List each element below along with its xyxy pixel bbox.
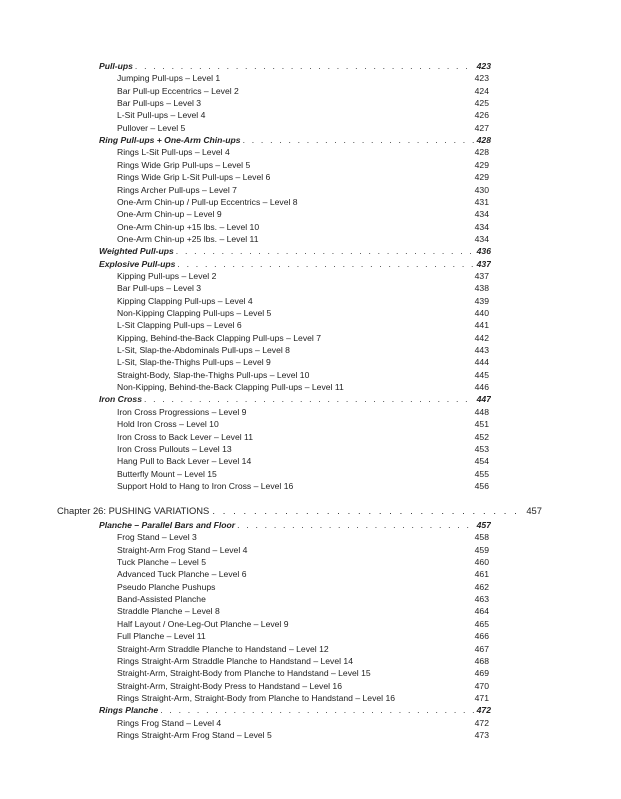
- toc-item-entry[interactable]: [117, 98, 489, 109]
- item-title: Kipping Pull-ups – Level 2: [117, 270, 217, 281]
- section-title: Pull-ups: [99, 61, 133, 71]
- toc-item-entry[interactable]: [117, 693, 489, 704]
- item-title: One-Arm Chin-up – Level 9: [117, 209, 222, 220]
- item-page-number: 454: [474, 456, 489, 467]
- item-title: Jumping Pull-ups – Level 1: [117, 73, 221, 84]
- item-title: Rings Straight-Arm Straddle Planche to Handstand – Level 14: [117, 655, 353, 666]
- toc-item-entry[interactable]: [117, 594, 489, 605]
- item-title: L-Sit Clapping Pull-ups – Level 6: [117, 320, 242, 331]
- item-title: Rings Straight-Arm, Straight-Body from Planche to Handstand – Level 16: [117, 692, 396, 703]
- toc-section-entry[interactable]: [99, 259, 491, 270]
- item-page-number: 446: [474, 382, 489, 393]
- dot-leader: [243, 135, 475, 146]
- item-title: Bar Pull-ups – Level 3: [117, 283, 202, 294]
- section-page-number: 447: [476, 394, 491, 405]
- item-page-number: 471: [474, 692, 489, 703]
- item-page-number: 427: [474, 122, 489, 133]
- item-page-number: 448: [474, 406, 489, 417]
- item-title: Butterfly Mount – Level 15: [117, 468, 217, 479]
- item-page-number: 465: [474, 618, 489, 629]
- item-title: Iron Cross Pullouts – Level 13: [117, 443, 232, 454]
- item-title: Bar Pull-up Eccentrics – Level 2: [117, 85, 239, 96]
- item-title: Straight-Arm Straddle Planche to Handstand – Level 12: [117, 643, 329, 654]
- item-title: Band-Assisted Planche: [117, 594, 206, 605]
- section-page-number: 423: [476, 61, 491, 71]
- item-page-number: 438: [474, 283, 489, 294]
- toc-item-entry[interactable]: [117, 456, 489, 467]
- toc-section-entry[interactable]: [99, 394, 491, 405]
- toc-item-entry[interactable]: [117, 320, 489, 331]
- toc-item-entry[interactable]: [117, 606, 489, 617]
- toc-item-entry[interactable]: [117, 681, 489, 692]
- item-title: Straight-Arm, Straight-Body Press to Handstand – Level 16: [117, 680, 342, 691]
- item-title: Rings L-Sit Pull-ups – Level 4: [117, 147, 230, 158]
- item-title: Straight-Arm, Straight-Body from Planche to Handstand – Level 15: [117, 668, 371, 679]
- toc-item-entry[interactable]: [117, 357, 489, 368]
- item-title: Straight-Arm Frog Stand – Level 4: [117, 544, 248, 555]
- toc-item-entry[interactable]: [117, 73, 489, 84]
- item-title: Full Planche – Level 11: [117, 631, 206, 642]
- toc-item-entry[interactable]: [117, 432, 489, 443]
- item-title: One-Arm Chin-up +25 lbs. – Level 11: [117, 233, 259, 244]
- toc-section-entry[interactable]: [99, 246, 491, 257]
- item-page-number: 456: [474, 480, 489, 491]
- toc-item-entry[interactable]: [117, 532, 489, 543]
- section-page-number: 437: [476, 258, 491, 269]
- toc-section-entry[interactable]: [99, 135, 491, 146]
- toc-item-entry[interactable]: [117, 718, 489, 729]
- section-page-number: 472: [476, 705, 491, 716]
- item-title: Rings Frog Stand – Level 4: [117, 717, 222, 728]
- toc-item-entry[interactable]: [117, 569, 489, 580]
- item-page-number: 452: [474, 431, 489, 442]
- item-title: Rings Wide Grip Pull-ups – Level 5: [117, 159, 251, 170]
- item-page-number: 453: [474, 443, 489, 454]
- toc-item-entry[interactable]: [117, 656, 489, 667]
- item-page-number: 437: [474, 270, 489, 281]
- item-page-number: 467: [474, 643, 489, 654]
- section-title: Rings Planche: [99, 705, 159, 716]
- item-page-number: 461: [474, 569, 489, 580]
- item-title: L-Sit, Slap-the-Thighs Pull-ups – Level 9: [117, 357, 271, 368]
- toc-item-entry[interactable]: [117, 333, 489, 344]
- toc-item-entry[interactable]: [117, 86, 489, 97]
- dot-leader: [212, 505, 523, 517]
- item-title: One-Arm Chin-up +15 lbs. – Level 10: [117, 221, 260, 232]
- item-title: Iron Cross Progressions – Level 9: [117, 406, 247, 417]
- item-page-number: 462: [474, 581, 489, 592]
- dot-leader: [176, 246, 475, 257]
- item-title: Tuck Planche – Level 5: [117, 557, 207, 568]
- toc-item-entry[interactable]: [117, 419, 489, 430]
- dot-leader: [177, 259, 474, 270]
- toc-item-entry[interactable]: [117, 160, 489, 171]
- section-title: Ring Pull-ups + One-Arm Chin-ups: [99, 135, 241, 146]
- toc-section-entry[interactable]: [99, 705, 491, 716]
- item-page-number: 434: [474, 209, 489, 220]
- section-page-number: 436: [476, 246, 491, 257]
- item-title: Non-Kipping, Behind-the-Back Clapping Pull-ups – Level 11: [117, 382, 344, 393]
- toc-item-entry[interactable]: [117, 345, 489, 356]
- section-title: Explosive Pull-ups: [99, 258, 176, 269]
- toc-item-entry[interactable]: [117, 110, 489, 121]
- dot-leader: [237, 520, 475, 531]
- item-title: Pullover – Level 5: [117, 122, 186, 133]
- item-page-number: 434: [474, 233, 489, 244]
- item-page-number: 429: [474, 159, 489, 170]
- section-title: Weighted Pull-ups: [99, 246, 174, 257]
- item-title: Kipping, Behind-the-Back Clapping Pull-ups – Level 7: [117, 332, 321, 343]
- item-title: L-Sit Pull-ups – Level 4: [117, 110, 206, 121]
- item-title: One-Arm Chin-up / Pull-up Eccentrics – Level 8: [117, 196, 298, 207]
- item-page-number: 473: [474, 729, 489, 740]
- item-page-number: 444: [474, 357, 489, 368]
- item-title: Rings Straight-Arm Frog Stand – Level 5: [117, 729, 272, 740]
- item-page-number: 464: [474, 606, 489, 617]
- item-page-number: 459: [474, 544, 489, 555]
- dot-leader: [160, 705, 474, 716]
- item-title: Non-Kipping Clapping Pull-ups – Level 5: [117, 308, 272, 318]
- toc-item-entry[interactable]: [117, 644, 489, 655]
- toc-item-entry[interactable]: [117, 582, 489, 593]
- toc-section-entry[interactable]: [99, 61, 491, 72]
- item-title: L-Sit, Slap-the-Abdominals Pull-ups – Level 8: [117, 345, 290, 356]
- toc-item-entry[interactable]: [117, 209, 489, 220]
- item-page-number: 441: [474, 320, 489, 331]
- toc-item-entry[interactable]: [117, 234, 489, 245]
- item-title: Pseudo Planche Pushups: [117, 581, 216, 592]
- item-page-number: 466: [474, 631, 489, 642]
- item-page-number: 442: [474, 332, 489, 343]
- toc-item-entry[interactable]: [117, 382, 489, 393]
- toc-item-entry[interactable]: [117, 545, 489, 556]
- toc-item-entry[interactable]: [117, 308, 489, 319]
- item-title: Kipping Clapping Pull-ups – Level 4: [117, 295, 253, 306]
- item-title: Bar Pull-ups – Level 3: [117, 98, 202, 109]
- chapter-page-number: 457: [526, 505, 542, 516]
- item-page-number: 443: [474, 345, 489, 356]
- toc-item-entry[interactable]: [117, 271, 489, 282]
- item-page-number: 472: [474, 717, 489, 728]
- toc-item-entry[interactable]: [117, 631, 489, 642]
- item-page-number: 455: [474, 468, 489, 479]
- item-page-number: 468: [474, 655, 489, 666]
- item-page-number: 434: [474, 221, 489, 232]
- item-title: Hang Pull to Back Lever – Level 14: [117, 456, 252, 467]
- item-page-number: 425: [474, 98, 489, 109]
- toc-item-entry[interactable]: [117, 222, 489, 233]
- item-title: Frog Stand – Level 3: [117, 532, 197, 543]
- toc-item-entry[interactable]: [117, 123, 489, 134]
- dot-leader: [135, 61, 475, 72]
- item-title: Rings Archer Pull-ups – Level 7: [117, 184, 237, 195]
- item-page-number: 470: [474, 680, 489, 691]
- toc-item-entry[interactable]: [117, 730, 489, 741]
- item-title: Straddle Planche – Level 8: [117, 606, 220, 617]
- toc-item-entry[interactable]: [117, 469, 489, 480]
- item-page-number: 426: [474, 110, 489, 121]
- toc-item-entry[interactable]: [117, 147, 489, 158]
- item-title: Support Hold to Hang to Iron Cross – Level 16: [117, 480, 294, 491]
- item-title: Rings Wide Grip L-Sit Pull-ups – Level 6: [117, 172, 271, 183]
- toc-item-entry[interactable]: [117, 283, 489, 294]
- toc-item-entry[interactable]: [117, 619, 489, 630]
- toc-item-entry[interactable]: [117, 296, 489, 307]
- item-page-number: 469: [474, 668, 489, 679]
- toc-item-entry[interactable]: [117, 407, 489, 418]
- item-page-number: 424: [474, 85, 489, 96]
- item-page-number: 423: [474, 73, 489, 84]
- toc-item-entry[interactable]: [117, 444, 489, 455]
- toc-item-entry[interactable]: [117, 668, 489, 679]
- item-title: Iron Cross to Back Lever – Level 11: [117, 431, 253, 442]
- toc-item-entry[interactable]: [117, 481, 489, 492]
- toc-section-entry[interactable]: [99, 520, 491, 531]
- chapter-title: Chapter 26: PUSHING VARIATIONS: [57, 505, 210, 516]
- toc-item-entry[interactable]: [117, 370, 489, 381]
- section-page-number: 428: [476, 135, 491, 146]
- item-title: Straight-Body, Slap-the-Thighs Pull-ups – Level 10: [117, 369, 310, 380]
- section-page-number: 457: [476, 520, 491, 530]
- item-page-number: 463: [474, 594, 489, 605]
- item-page-number: 431: [474, 196, 489, 207]
- toc-item-entry[interactable]: [117, 185, 489, 196]
- section-title: Planche – Parallel Bars and Floor: [99, 520, 236, 530]
- toc-item-entry[interactable]: [117, 197, 489, 208]
- dot-leader: [144, 394, 475, 405]
- toc-item-entry[interactable]: [117, 172, 489, 183]
- chapter-heading[interactable]: [57, 505, 542, 517]
- item-page-number: 439: [474, 295, 489, 306]
- item-title: Hold Iron Cross – Level 10: [117, 419, 219, 430]
- item-page-number: 445: [474, 369, 489, 380]
- item-title: Half Layout / One-Leg-Out Planche – Level 9: [117, 618, 289, 629]
- item-page-number: 430: [474, 184, 489, 195]
- item-page-number: 429: [474, 172, 489, 183]
- item-title: Advanced Tuck Planche – Level 6: [117, 569, 247, 580]
- item-page-number: 428: [474, 147, 489, 158]
- item-page-number: 440: [474, 308, 489, 318]
- toc-item-entry[interactable]: [117, 557, 489, 568]
- section-title: Iron Cross: [99, 394, 142, 405]
- item-page-number: 460: [474, 557, 489, 568]
- item-page-number: 458: [474, 532, 489, 543]
- item-page-number: 451: [474, 419, 489, 430]
